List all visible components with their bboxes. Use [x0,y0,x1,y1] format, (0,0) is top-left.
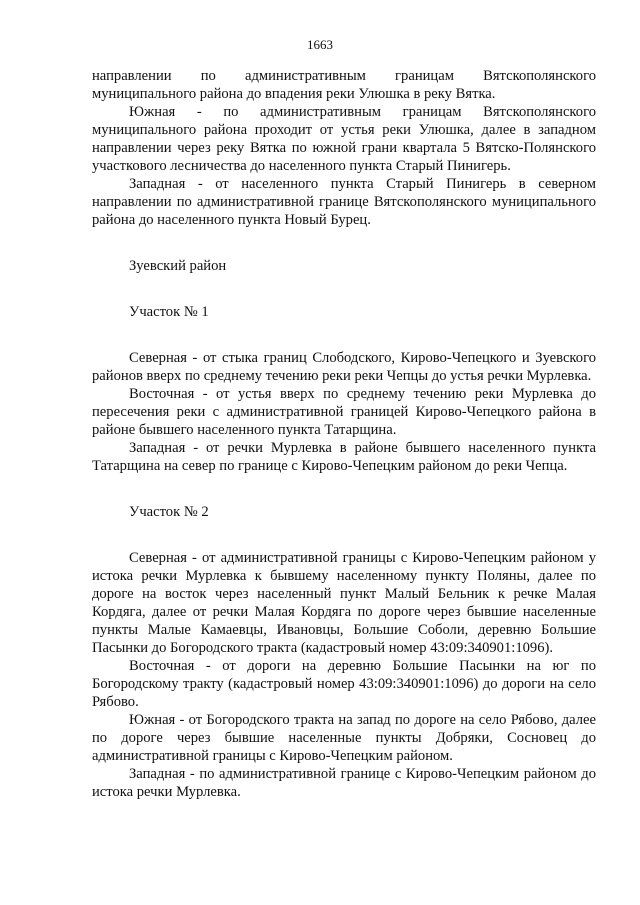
spacer [92,475,596,503]
district-heading: Зуевский район [129,258,227,274]
paragraph: Восточная - от дороги на деревню Большие Пасынки на юг по Богородскому тракту (кадастровый номер 43:09:340901:1096) до дороги на село Рябово. [92,658,596,710]
paragraph: Западная - по административной границе с Кирово-Чепецким районом до истока речки Мурлевка. [92,766,596,800]
paragraph: Северная - от административной границы с Кирово-Чепецким районом у истока речки Мурлевка к бывшему населенному пункту Поляны, далее по дороге на восток через населенный пункт Малый Бельник к речке Малая Кордяга, далее от речки Малая Кордяга по дороге через бывшие населенные пункты Малые Камаевцы, Ивановцы, Большие Соболи, деревню Большие Пасынки до Богородского тракта (кадастровый номер 43:09:340901:1096). [92,550,596,656]
paragraph: Восточная - от устья вверх по среднему течению реки Мурлевка до пересечения реки с административной границей Кирово-Чепецкого района в районе бывшего населенного пункта Татарщина. [92,386,596,438]
spacer [92,229,596,257]
paragraph: Западная - от населенного пункта Старый Пинигерь в северном направлении по административной границе Вятскополянского муниципального района до населенного пункта Новый Бурец. [92,176,596,228]
paragraph: направлении по административным границам Вятскополянского муниципального района до впадения реки Улюшка в реку Вятка. [92,68,596,102]
paragraph: Западная - от речки Мурлевка в районе бывшего населенного пункта Татарщина на север по границе с Кирово-Чепецким районом до реки Чепца. [92,440,596,474]
document-body [92,67,596,801]
page-number: 1663 [307,37,333,52]
paragraph: Северная - от стыка границ Слободского, Кирово-Чепецкого и Зуевского районов вверх по среднему течению реки реки Чепцы до устья речки Мурлевка. [92,350,596,384]
section-heading: Участок № 1 [129,304,209,320]
spacer [92,521,596,549]
spacer [92,321,596,349]
paragraph: Южная - от Богородского тракта на запад по дороге на село Рябово, далее по дороге через бывшие населенные пункты Добряки, Сосновец до административной границы с Кирово-Чепецким районом. [92,712,596,764]
spacer [92,275,596,303]
paragraph: Южная - по административным границам Вятскополянского муниципального района проходит от устья реки Улюшка, далее в западном направлении через реку Вятка по южной грани квартала 5 Вятско-Полянского участкового лесничества до населенного пункта Старый Пинигерь. [92,104,596,174]
section-heading: Участок № 2 [129,504,209,520]
